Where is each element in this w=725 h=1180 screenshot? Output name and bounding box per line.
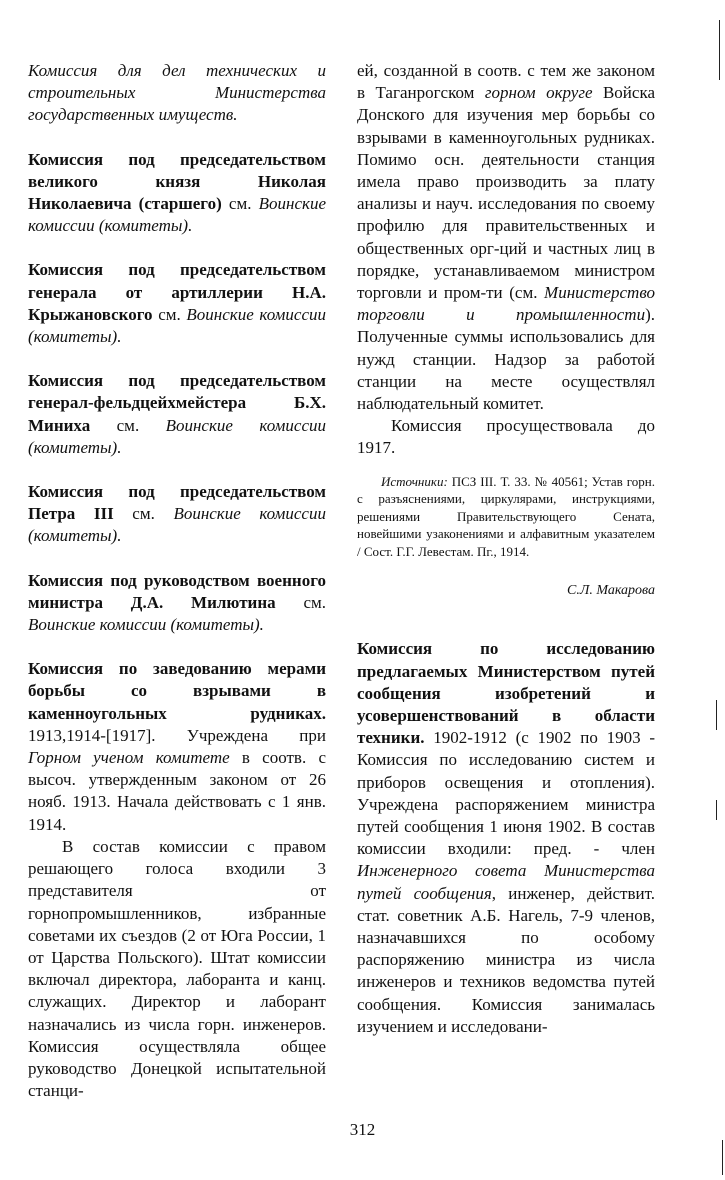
- scan-edge-mark: [719, 20, 720, 80]
- scan-edge-mark: [716, 800, 717, 820]
- entry-heading: Комиссия под председательством великого князя Николая Николаевича (старшего): [28, 149, 326, 214]
- see-label: см.: [90, 415, 166, 435]
- continuation-text: ей, созданной в соотв. с тем же законом в Таганрогском: [357, 61, 655, 103]
- cross-reference: Инженерного совета Министерства путей сообщения: [357, 861, 655, 903]
- entry-kryzhanovsky-commission: [28, 259, 326, 348]
- cross-reference: Министерство торговли и промышленности: [357, 283, 655, 325]
- entry-text: , инженер, действит. стат. советник А.Б. Нагель, 7-9 членов, назначавшихся по особому распоряжению министра из числа инженеров и техников ведомства путей сообщения. Комиссия занималась изучением и исследовани-: [357, 883, 655, 1036]
- see-label: см.: [221, 194, 259, 214]
- sources: [357, 473, 655, 561]
- entry-text: 1913,1914-[1917]. Учреждена при: [28, 725, 326, 745]
- see-label: см.: [152, 304, 187, 324]
- closing-paragraph: Комиссия просуществовала до 1917.: [357, 416, 655, 458]
- page-number: 312: [349, 1120, 376, 1139]
- cross-reference: Воинские комиссии (комитеты).: [28, 194, 326, 236]
- entry-explosions-commission: [28, 658, 326, 1102]
- right-column: [357, 60, 655, 1038]
- entry-text: в соотв. с высоч. утвержденным законом от 26 нояб. 1913. Начала действовать с 1 янв. 1914.: [28, 748, 326, 834]
- entry-text: 1902-1912 (с 1902 по 1903 - Комиссия по исследованию систем и приборов освещения и отопления). Учреждена распоряжением министра путей сообщения 1 июня 1902. В состав комиссии входили: пред. - член: [357, 728, 655, 859]
- entry-minikh-commission: [28, 370, 326, 459]
- entry-text: Комиссия для дел технических и строительных Министерства государственных имуществ.: [28, 61, 326, 125]
- entry-heading: Комиссия по заведованию мерами борьбы со взрывами в каменноугольных рудниках.: [28, 659, 326, 723]
- continuation-text: Войска Донского для изучения мер борьбы со взрывами в каменноугольных рудниках. Помимо осн. деятельности станция имела право производить за плату анализы и науч. исследования по своему профилю для правительственных и общественных орг-ций и частных лиц в порядке, устанавливаемом министром торговли и пром-ти (см.: [357, 83, 655, 303]
- cross-reference: Горном ученом комитете: [28, 748, 230, 768]
- cross-reference: Воинские комиссии (комитеты).: [28, 304, 326, 347]
- entry-heading: Комиссия под председательством Петра III: [28, 482, 326, 524]
- cross-reference: Воинские комиссии (комитеты).: [28, 504, 326, 546]
- entry-heading: Комиссия под председательством генерал-фельдцейхмейстера Б.Х. Миниха: [28, 371, 326, 435]
- author-signature: С.Л. Макарова: [567, 583, 655, 599]
- entry-paragraph: В состав комиссии с правом решающего голоса входили 3 представителя от горнопромышленников, избранные советами их съездов (2 от Юга России, 1 от Царства Польского). Штат комиссии включал директора, лаборанта и канц. служащих. Директор и лаборант назначались из числа горн. инженеров. Комиссия осуществляла общее руководство Донецкой испытательной станци-: [28, 836, 326, 1101]
- see-label: см.: [113, 504, 174, 524]
- entry-nikolai-commission: [28, 149, 326, 238]
- left-column: [28, 60, 326, 1102]
- see-label: см.: [275, 592, 326, 612]
- entry-inventions-commission: [357, 638, 655, 1038]
- entry-technical-commission: [28, 60, 326, 127]
- entry-heading: Комиссия под председательством генерала от артиллерии Н.А. Крыжановского: [28, 260, 326, 324]
- cross-reference: горном округе: [484, 83, 593, 103]
- entry-heading: Комиссия под руководством военного министра Д.А. Милютина: [28, 570, 326, 612]
- entry-peter-iii-commission: [28, 481, 326, 548]
- cross-reference: Воинские комиссии (комитеты).: [28, 615, 264, 635]
- scan-edge-mark: [722, 1140, 723, 1175]
- scan-edge-mark: [716, 700, 717, 730]
- sources-label: Источники:: [381, 473, 448, 489]
- entry-milyutin-commission: [28, 570, 326, 637]
- cross-reference: Воинские комиссии (комитеты).: [28, 415, 326, 457]
- entry-heading: Комиссия по исследованию предлагаемых Министерством путей сообщения изобретений и усовершенствований в области техники.: [357, 639, 655, 748]
- sources-text: ПСЗ III. Т. 33. № 40561; Устав горн. с разъяснениями, циркулярами, инструкциями, решениями Правительствующего Сената, новейшими узаконениями и алфавитным указателем / Сост. Г.Г. Левестам. Пг., 1914.: [357, 473, 655, 559]
- continuation-text: ). Полученные суммы использовались для нужд станции. Надзор за работой станции на месте осуществлял наблюдательный комитет.: [357, 305, 655, 414]
